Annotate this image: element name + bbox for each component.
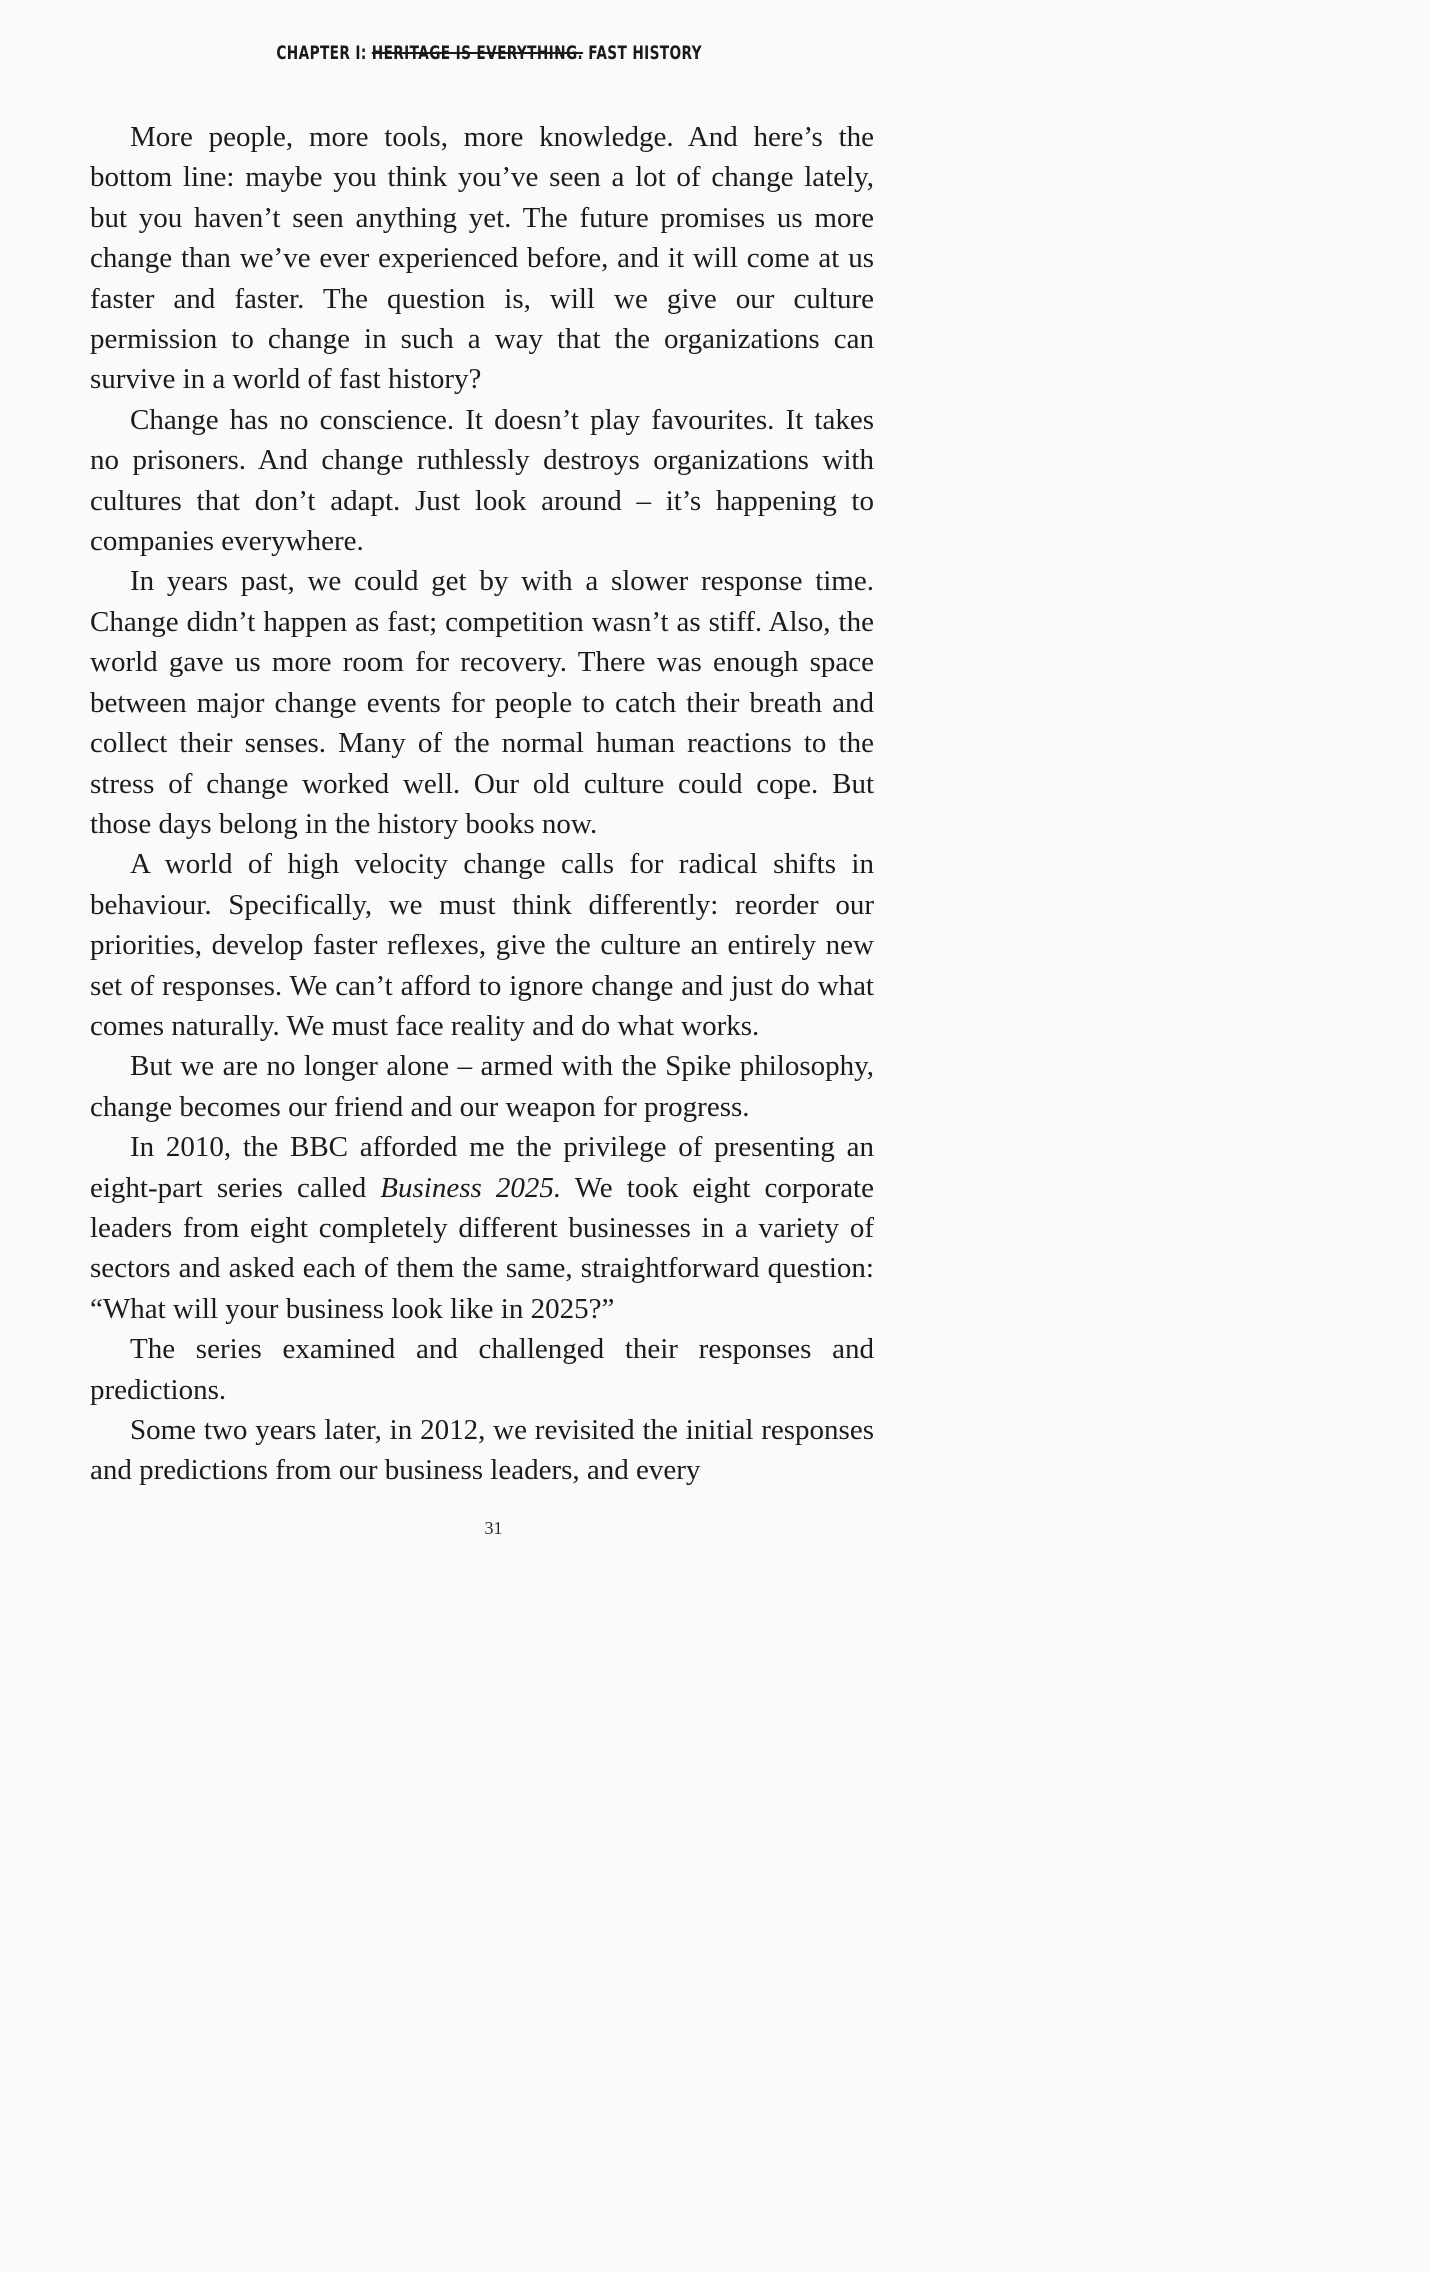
struck-chapter-title: HERITAGE IS EVERYTHING. xyxy=(371,42,584,64)
running-head xyxy=(134,42,845,64)
paragraph: A world of high velocity change calls for radical shifts in behaviour. Specifically, we must think differently: reorder our priorities, develop faster reflexes, give the culture an entirely new set of responses. We can’t afford to ignore change and just do what comes naturally. We must face reality and do what works. xyxy=(90,848,874,1042)
bbc-text-before: In 2010, the BBC afforded me the privilege of presenting an eight-part series called xyxy=(90,1131,874,1204)
paragraph: Change has no conscience. It doesn’t play favourites. It takes no prisoners. And change ruthlessly destroys organizations with cultures that don’t adapt. Just look around – it’s happening to companies everywhere. xyxy=(90,403,874,558)
series-title: Business 2025. xyxy=(380,1171,562,1204)
page-number: 31 xyxy=(484,1518,503,1538)
paragraph: But we are no longer alone – armed with the Spike philosophy, change becomes our friend and our weapon for progress. xyxy=(90,1050,874,1123)
paragraph: Some two years later, in 2012, we revisited the initial responses and predictions from our business leaders, and every xyxy=(90,1414,874,1487)
body-text xyxy=(90,117,874,1491)
paragraph-bbc xyxy=(90,1127,874,1329)
chapter-title: FAST HISTORY xyxy=(583,42,702,64)
paragraph: More people, more tools, more knowledge. And here’s the bottom line: maybe you think you’ve seen a lot of change lately, but you haven’t seen anything yet. The future promises us more change than we’ve ever experienced before, and it will come at us faster and faster. The question is, will we give our culture permission to change in such a way that the organizations can survive in a world of fast history? xyxy=(90,121,874,396)
chapter-label: CHAPTER I: xyxy=(276,42,372,64)
paragraph: In years past, we could get by with a slower response time. Change didn’t happen as fast; competition wasn’t as stiff. Also, the world gave us more room for recovery. There was enough space between major change events for people to catch their breath and collect their senses. Many of the normal human reactions to the stress of change worked well. Our old culture could cope. But those days belong in the history books now. xyxy=(90,565,874,840)
paragraph: The series examined and challenged their responses and predictions. xyxy=(90,1333,874,1406)
bbc-text-after: We took eight corporate leaders from eight completely different businesses in a variety of sectors and asked each of them the same, straightforward question: “What will your business look like in 2025?” xyxy=(90,1171,874,1325)
book-page xyxy=(0,0,987,1568)
